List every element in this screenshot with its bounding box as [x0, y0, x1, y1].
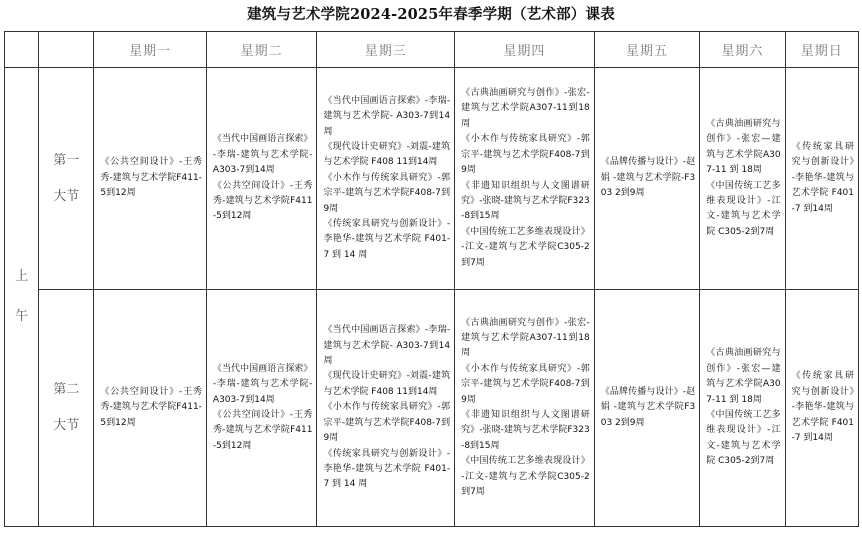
course-entry: 《小木作与传统家具研究》-郭宗平-建筑与艺术学院F408-7到9周 — [323, 172, 451, 214]
course-entry: 《小木作与传统家具研究》-郭宗平-建筑与艺术学院F408-7到9周 — [461, 134, 590, 176]
course-entry: 《传统家具研究与创新设计》-李艳华-建筑与艺术学院 F401-7 到 14 周 — [323, 219, 451, 260]
day-header: 星期六 — [700, 32, 785, 68]
day-header: 星期一 — [94, 32, 207, 68]
schedule-cell — [785, 68, 858, 290]
day-header: 星期四 — [455, 32, 595, 68]
course-entry: 《公共空间设计》-王秀秀-建筑与艺术学院F411-5到12周 — [100, 157, 202, 199]
schedule-cell — [206, 68, 317, 290]
schedule-cell — [700, 290, 785, 527]
schedule-cell — [455, 68, 595, 290]
course-entry: 《传统家具研究与创新设计》-李艳华-建筑与艺术学院 F401-7 到 14 周 — [323, 448, 451, 490]
corner-cell — [39, 32, 94, 68]
schedule-cell — [317, 290, 455, 527]
course-entry: 《现代设计史研究》-刘震-建筑与艺术学院 F408 11到14周 — [323, 141, 451, 168]
schedule-cell — [455, 290, 595, 527]
schedule-cell — [594, 290, 699, 527]
session-line: 第一 — [53, 152, 80, 168]
session-text — [39, 378, 93, 438]
course-entry: 《中国传统工艺多维表现设计》-江文-建筑与艺术学院 C305-2到7周 — [706, 180, 781, 237]
session-line: 第二 — [53, 382, 80, 397]
session-line: 大节 — [53, 418, 80, 433]
course-entry: 《中国传统工艺多维表现设计》-江文-建筑与艺术学院 C305-2到7周 — [706, 410, 781, 467]
header-row — [5, 32, 859, 68]
schedule-cell — [206, 290, 317, 527]
course-entry: 《公共空间设计》-王秀秀-建筑与艺术学院F411-5到12周 — [212, 410, 313, 451]
course-entry: 《小木作与传统家具研究》-郭宗平-建筑与艺术学院F408-7到9周 — [461, 363, 590, 405]
period-char: 午 — [15, 309, 29, 324]
course-entry: 《古典油画研究与创作》-张宏-建筑与艺术学院A307-11到18周 — [461, 317, 590, 359]
course-entry: 《非遗知识组织与人文图谱研究》-张晓-建筑与艺术学院F323-8到15周 — [461, 410, 590, 451]
course-entry: 《公共空间设计》-王秀秀-建筑与艺术学院F411-5到12周 — [100, 386, 202, 428]
course-entry: 《传统家具研究与创新设计》-李艳华-建筑与艺术学院 F401-7 到14周 — [791, 141, 854, 214]
session-row — [5, 290, 859, 527]
course-entry: 《中国传统工艺多维表现设计》-江文-建筑与艺术学院C305-2到7周 — [461, 456, 590, 498]
course-entry: 《中国传统工艺多维表现设计》-江文-建筑与艺术学院C305-2到7周 — [461, 226, 590, 268]
course-entry: 《公共空间设计》-王秀秀-建筑与艺术学院F411-5到12周 — [212, 180, 313, 222]
course-entry: 《品牌传播与设计》-赵娟 -建筑与艺术学院-F303 2到9周 — [600, 157, 696, 199]
session-label — [39, 290, 94, 527]
page-title: 建筑与艺术学院2024-2025年春季学期（艺术部）课表 — [247, 6, 615, 23]
course-entry: 《当代中国画语言探索》-李瑞-建筑与艺术学院- A303-7到14周 — [323, 325, 451, 367]
course-entry: 《现代设计史研究》-刘震-建筑与艺术学院 F408 11到14周 — [323, 371, 451, 397]
course-entry: 《古典油画研究与创作》-张宏—建筑与艺术学院A307-11 到 18周 — [706, 118, 781, 176]
session-label — [39, 68, 94, 290]
day-header: 星期日 — [785, 32, 858, 68]
corner-cell — [5, 32, 39, 68]
course-entry: 《非遗知识组织与人文图谱研究》-张晓-建筑与艺术学院F323-8到15周 — [461, 180, 590, 222]
course-entry: 《传统家具研究与创新设计》-李艳华-建筑与艺术学院 F401-7 到14周 — [791, 371, 854, 444]
course-entry: 《当代中国画语言探索》-李瑞-建筑与艺术学院- A303-7到14周 — [323, 95, 451, 137]
course-entry: 《当代中国画语言探索》-李瑞-建筑与艺术学院- A303-7到14周 — [212, 134, 313, 176]
schedule-table — [4, 31, 859, 527]
schedule-cell — [594, 68, 699, 290]
course-entry: 《古典油画研究与创作》-张宏-建筑与艺术学院A307-11到18周 — [461, 88, 590, 129]
course-entry: 《古典油画研究与创作》-张宏—建筑与艺术学院A307-11 到 18周 — [706, 348, 781, 405]
course-entry: 《小木作与传统家具研究》-郭宗平-建筑与艺术学院F408-7到9周 — [323, 402, 451, 444]
schedule-cell — [317, 68, 455, 290]
period-label — [5, 68, 39, 527]
schedule-cell — [700, 68, 785, 290]
session-text — [39, 149, 93, 209]
session-line: 大节 — [53, 188, 80, 204]
course-entry: 《品牌传播与设计》-赵娟 -建筑与艺术学院F303 2到9周 — [600, 386, 696, 428]
schedule-cell — [94, 68, 207, 290]
period-char: 上 — [15, 269, 29, 284]
day-header: 星期五 — [594, 32, 699, 68]
schedule-cell — [785, 290, 858, 527]
schedule-cell — [94, 290, 207, 527]
day-header: 星期三 — [317, 32, 455, 68]
course-entry: 《当代中国画语言探索》-李瑞-建筑与艺术学院- A303-7到14周 — [212, 363, 313, 405]
day-header: 星期二 — [206, 32, 317, 68]
period-text — [5, 264, 38, 330]
session-row — [5, 68, 859, 290]
